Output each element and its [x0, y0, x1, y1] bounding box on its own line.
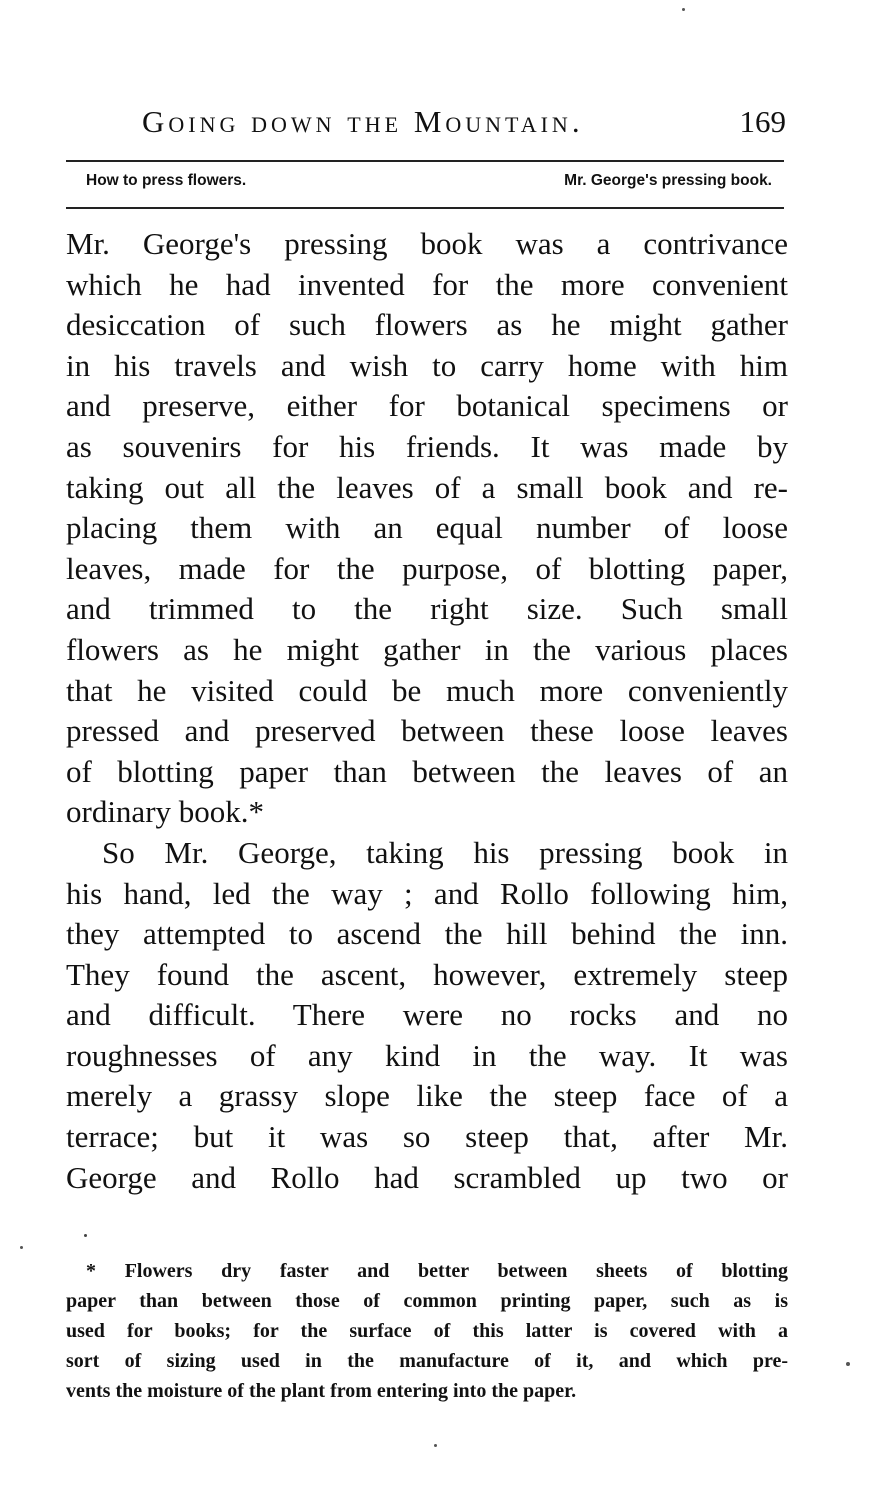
side-heads	[86, 172, 772, 200]
text-line: pressed and preserved between these loose leaves	[66, 713, 788, 749]
scan-speck	[682, 8, 685, 11]
running-head	[66, 104, 788, 148]
text-line: in his travels and wish to carry home with him	[66, 347, 788, 383]
text-line: and preserve, either for botanical specimens or	[66, 388, 788, 424]
scan-speck	[434, 1444, 437, 1447]
scan-speck	[20, 1246, 23, 1249]
text-line: They found the ascent, however, extremely steep	[66, 956, 788, 992]
header-rule-bottom	[66, 207, 784, 209]
text-line: they attempted to ascend the hill behind the inn.	[66, 916, 788, 952]
header-rule-top	[66, 160, 784, 162]
text-line: which he had invented for the more convenient	[66, 266, 788, 302]
footnote-line: vents the moisture of the plant from entering into the paper.	[66, 1380, 577, 1402]
footnote	[66, 1256, 788, 1406]
text-line: leaves, made for the purpose, of blotting paper,	[66, 550, 788, 586]
footnote-mark	[84, 1234, 87, 1237]
text-line: terrace; but it was so steep that, after Mr.	[66, 1119, 788, 1155]
text-line: ordinary book.*	[66, 794, 265, 830]
footnote-line: sort of sizing used in the manufacture of it, and which pre-	[66, 1350, 788, 1372]
text-line: merely a grassy slope like the steep face of a	[66, 1078, 788, 1114]
text-line: So Mr. George, taking his pressing book in	[102, 834, 788, 870]
text-line: of blotting paper than between the leaves of an	[66, 753, 788, 789]
text-line: desiccation of such flowers as he might gather	[66, 307, 788, 343]
text-line: taking out all the leaves of a small book and re-	[66, 469, 788, 505]
footnote-line: used for books; for the surface of this latter is covered with a	[66, 1320, 788, 1342]
footnote-line: paper than between those of common printing paper, such as is	[66, 1290, 788, 1312]
text-line: and difficult. There were no rocks and no	[66, 997, 788, 1033]
text-line: flowers as he might gather in the various places	[66, 631, 788, 667]
paragraph-2	[66, 833, 788, 1198]
body-text	[66, 224, 788, 1198]
side-head-left: How to press flowers.	[86, 172, 247, 189]
page-number: 169	[739, 104, 786, 139]
side-head-right: Mr. George's pressing book.	[564, 172, 772, 189]
text-line: and trimmed to the right size. Such small	[66, 591, 788, 627]
running-title: Going down the Mountain.	[142, 104, 584, 139]
text-line: roughnesses of any kind in the way. It was	[66, 1037, 788, 1073]
scan-speck	[846, 1362, 850, 1366]
paragraph-1	[66, 224, 788, 833]
text-line: placing them with an equal number of loose	[66, 510, 788, 546]
text-line: his hand, led the way ; and Rollo following him,	[66, 875, 788, 911]
text-line: George and Rollo had scrambled up two or	[66, 1159, 788, 1195]
text-line: that he visited could be much more conveniently	[66, 672, 788, 708]
footnote-line: * Flowers dry faster and better between sheets of blotting	[86, 1260, 788, 1282]
text-line: as souvenirs for his friends. It was made by	[66, 428, 788, 464]
text-line: Mr. George's pressing book was a contrivance	[66, 226, 788, 261]
